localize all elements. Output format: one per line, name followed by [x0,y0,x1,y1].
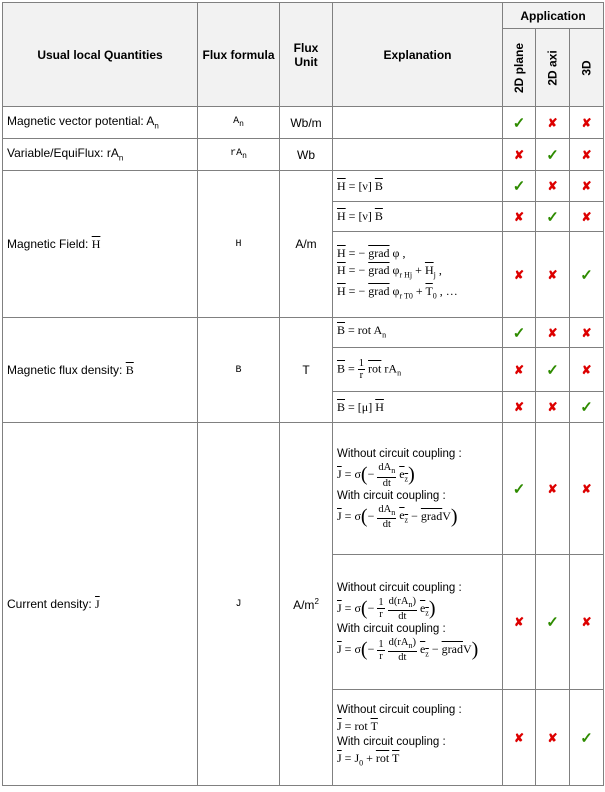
row-equiflux [3,139,604,171]
formula-magnetic-field: H [198,171,280,318]
unit-magnetic-field: A/m [280,171,333,318]
check-icon: ✓ [570,232,604,318]
formula-equiflux: $rA_n$ [198,139,280,171]
cross-icon: ✘ [570,171,604,202]
formula-current-density: J [198,423,280,786]
row-flux-density [3,318,604,348]
check-icon: ✓ [536,555,570,690]
eq-h-axi: $\overline{H} = [\nu]$ $\overline{B}$ [333,202,503,232]
cross-icon: ✘ [570,318,604,348]
cross-icon: ✘ [503,555,536,690]
cross-icon: ✘ [536,392,570,423]
header-flux-formula: Flux formula [198,3,280,107]
check-icon: ✓ [503,423,536,555]
cross-icon: ✘ [503,690,536,786]
explanation-equiflux [333,139,503,171]
eq-j-plane: Without circuit coupling : $\overline{J} = \sigma(-$ $\frac{dA_n}{dt}$ $e_z$) With circuit coupling : $\overline{J} = \sigma(-$ $\frac{dA_n}{dt}$ $e_z$ − gradV) [333,423,503,555]
cross-icon: ✘ [536,318,570,348]
cross-icon: ✘ [570,423,604,555]
header-flux-unit: Flux Unit [280,3,333,107]
eq-h-3d: $\overline{H}$ = − grad φ , $\overline{H}$ = − grad $\varphi_{r Hj} + \overline{H}_j$ , $\overline{H}$ = − grad $\varphi_{r T0} + \overline{T}_0$ , … [333,232,503,318]
cross-icon: ✘ [503,232,536,318]
cross-icon: ✘ [570,555,604,690]
unit-flux-density: T [280,318,333,423]
cross-icon: ✘ [536,232,570,318]
formula-flux-density: B [198,318,280,423]
cross-icon: ✘ [536,107,570,139]
cross-icon: ✘ [570,107,604,139]
unit-vector-potential: Wb/m [280,107,333,139]
check-icon: ✓ [536,348,570,392]
header-2d-plane: 2D plane [503,29,536,107]
eq-j-3d: Without circuit coupling : $\overline{J}$ = rot $\overline{T}$ With circuit coupling : $\overline{J} = J_0 + \overline{rot}$ $\overline{T}$ [333,690,503,786]
eq-b-axi: $\overline{B}$ = $\frac{1}{r}$ $\overline{rot}$ $rA_n$ [333,348,503,392]
formula-vector-potential: $A_n$ [198,107,280,139]
check-icon: ✓ [503,171,536,202]
eq-h-plane: $\overline{H} = [\nu]$ $\overline{B}$ [333,171,503,202]
row-current-density [3,423,604,555]
cross-icon: ✘ [503,348,536,392]
cross-icon: ✘ [503,392,536,423]
cross-icon: ✘ [536,171,570,202]
check-icon: ✓ [570,690,604,786]
header-application: Application [503,3,604,29]
qty-magnetic-field: Magnetic Field: $\overline{H}$ [3,171,198,318]
quantities-table [2,2,604,786]
cross-icon: ✘ [503,139,536,171]
unit-equiflux: Wb [280,139,333,171]
cross-icon: ✘ [536,423,570,555]
qty-flux-density: Magnetic flux density: $\overline{B}$ [3,318,198,423]
eq-b-3d: $\overline{B} = [\mu]$ $\overline{H}$ [333,392,503,423]
check-icon: ✓ [503,107,536,139]
check-icon: ✓ [536,139,570,171]
explanation-vector-potential [333,107,503,139]
row-magnetic-field [3,171,604,202]
qty-vector-potential: Magnetic vector potential: $A_n$ [3,107,198,139]
check-icon: ✓ [503,318,536,348]
unit-current-density: $A/m^2$ [280,423,333,786]
row-vector-potential [3,107,604,139]
header-explanation: Explanation [333,3,503,107]
header-2d-axi: 2D axi [536,29,570,107]
cross-icon: ✘ [570,348,604,392]
qty-equiflux: Variable/EquiFlux: $rA_n$ [3,139,198,171]
eq-b-plane: $\overline{B}$ = rot $A_n$ [333,318,503,348]
check-icon: ✓ [570,392,604,423]
cross-icon: ✘ [536,690,570,786]
cross-icon: ✘ [570,139,604,171]
eq-j-axi: Without circuit coupling : $\overline{J} = \sigma(-$ $\frac{1}{r}$ $\frac{d(rA_n)}{dt}$ $e_z$) With circuit coupling : $\overline{J} = \sigma(-$ $\frac{1}{r}$ $\frac{d(rA_n)}{dt}$ $e_z$ − gradV) [333,555,503,690]
header-3d: 3D [570,29,604,107]
cross-icon: ✘ [570,202,604,232]
check-icon: ✓ [536,202,570,232]
cross-icon: ✘ [503,202,536,232]
header-quantities: Usual local Quantities [3,3,198,107]
qty-current-density: Current density: $\overline{J}$ [3,423,198,786]
